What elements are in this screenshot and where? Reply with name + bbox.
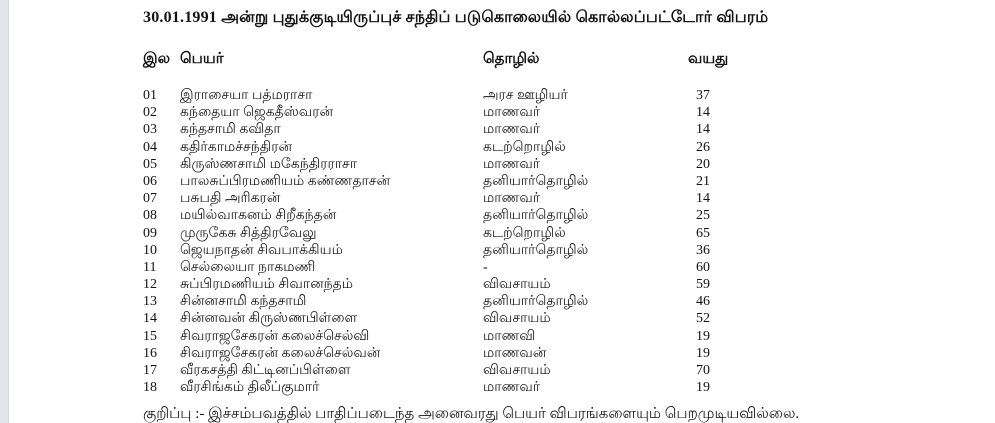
row-occupation: தனியார்தொழில் xyxy=(483,294,589,310)
table-row xyxy=(143,139,763,156)
table-row xyxy=(143,379,763,396)
row-occupation: மாணவர் xyxy=(483,191,541,207)
row-serial-number: 12 xyxy=(143,277,157,293)
row-victim-name: இராசையா பத்மராசா xyxy=(180,88,313,103)
row-occupation: மாணவர் xyxy=(483,105,541,121)
table-body xyxy=(143,87,763,396)
row-serial-number: 15 xyxy=(143,328,157,344)
row-occupation: கடற்றொழில் xyxy=(483,139,566,155)
row-victim-name: முருகேசு சித்திரவேலு xyxy=(180,225,317,241)
row-victim-name: பசுபதி அரிகரன் xyxy=(180,191,281,207)
row-age: 36 xyxy=(696,242,710,258)
row-age: 19 xyxy=(696,380,710,396)
row-age: 19 xyxy=(696,345,710,361)
row-victim-name: சின்னசாமி கந்தசாமி xyxy=(180,294,307,310)
row-occupation: விவசாயம் xyxy=(483,277,551,293)
row-victim-name: ஜெயநாதன் சிவபாக்கியம் xyxy=(180,242,343,258)
row-age: 70 xyxy=(696,363,710,378)
row-victim-name: பாலசுப்பிரமணியம் கண்ணதாசன் xyxy=(180,173,391,189)
row-occupation: தனியார்தொழில் xyxy=(483,173,589,189)
row-serial-number: 17 xyxy=(143,363,157,378)
row-serial-number: 14 xyxy=(143,311,157,327)
row-occupation: விவசாயம் xyxy=(483,311,551,327)
row-victim-name: சின்னவன் கிருஸ்ணபிள்ளை xyxy=(180,311,358,327)
table-row xyxy=(143,156,763,173)
row-occupation: அரச ஊழியர் xyxy=(483,88,568,103)
table-row xyxy=(143,276,763,293)
row-victim-name: செல்லையா நாகமணி xyxy=(180,259,316,275)
table-header-row xyxy=(143,49,763,69)
table-row xyxy=(143,310,763,327)
row-victim-name: கதிர்காமச்சந்திரன் xyxy=(180,139,293,155)
row-age: 19 xyxy=(696,328,710,344)
document-content xyxy=(143,8,800,423)
row-occupation: மாணவர் xyxy=(483,380,541,396)
column-header-occupation: தொழில் xyxy=(483,51,540,67)
row-victim-name: கிருஸ்ணசாமி மகேந்திரராசா xyxy=(180,156,358,172)
row-occupation: தனியார்தொழில் xyxy=(483,242,589,258)
row-victim-name: மயில்வாகனம் சிறீகந்தன் xyxy=(180,208,337,224)
row-occupation: விவசாயம் xyxy=(483,363,551,378)
row-serial-number: 05 xyxy=(143,156,157,172)
table-row xyxy=(143,362,763,379)
row-serial-number: 09 xyxy=(143,225,157,241)
scan-edge-strip xyxy=(0,0,9,423)
row-serial-number: 10 xyxy=(143,242,157,258)
table-row xyxy=(143,293,763,310)
table-row xyxy=(143,121,763,138)
row-serial-number: 06 xyxy=(143,173,157,189)
table-row xyxy=(143,87,763,104)
row-age: 46 xyxy=(696,294,710,310)
row-victim-name: சுப்பிரமணியம் சிவானந்தம் xyxy=(180,277,354,293)
row-age: 59 xyxy=(696,277,710,293)
column-header-no: இல xyxy=(143,51,171,67)
row-age: 60 xyxy=(696,259,710,275)
row-serial-number: 04 xyxy=(143,139,157,155)
table-row xyxy=(143,190,763,207)
row-age: 14 xyxy=(696,191,710,207)
row-age: 65 xyxy=(696,225,710,241)
row-age: 14 xyxy=(696,122,710,138)
table-row xyxy=(143,242,763,259)
row-age: 14 xyxy=(696,105,710,121)
row-age: 26 xyxy=(696,139,710,155)
row-age: 21 xyxy=(696,173,710,189)
row-age: 20 xyxy=(696,156,710,172)
row-victim-name: கந்தசாமி கவிதா xyxy=(180,122,281,138)
column-header-age: வயது xyxy=(688,51,729,67)
row-serial-number: 08 xyxy=(143,208,157,224)
row-victim-name: வீரகசத்தி கிட்டினப்பிள்ளை xyxy=(180,363,351,378)
row-occupation: மாணவர் xyxy=(483,156,541,172)
row-occupation: கடற்றொழில் xyxy=(483,225,566,241)
row-victim-name: சிவராஜசேகரன் கலைச்செல்வன் xyxy=(180,345,381,361)
row-serial-number: 11 xyxy=(143,259,157,275)
footer-note: குறிப்பு :- இச்சம்பவத்தில் பாதிப்படைந்த அனைவரது பெயர் விபரங்களையும் பெறமுடியவில்லை. xyxy=(143,406,800,423)
row-occupation: மாணவன் xyxy=(483,345,547,361)
row-victim-name: சிவராஜசேகரன் கலைச்செல்வி xyxy=(180,328,370,344)
table-row xyxy=(143,104,763,121)
table-row xyxy=(143,259,763,276)
column-header-name: பெயர் xyxy=(180,51,224,67)
table-row xyxy=(143,173,763,190)
row-victim-name: வீரசிங்கம் திலீப்குமார் xyxy=(180,380,320,396)
row-age: 52 xyxy=(696,311,710,327)
row-victim-name: கந்தையா ஜெகதீஸ்வரன் xyxy=(180,105,334,121)
table-row xyxy=(143,328,763,345)
table-row xyxy=(143,345,763,362)
row-serial-number: 07 xyxy=(143,191,157,207)
row-occupation: - xyxy=(483,259,488,275)
table-row xyxy=(143,207,763,224)
row-serial-number: 02 xyxy=(143,105,157,121)
row-occupation: மாணவர் xyxy=(483,122,541,138)
row-serial-number: 03 xyxy=(143,122,157,138)
row-serial-number: 18 xyxy=(143,380,157,396)
row-serial-number: 13 xyxy=(143,294,157,310)
row-occupation: மாணவி xyxy=(483,328,536,344)
row-occupation: தனியார்தொழில் xyxy=(483,208,589,224)
table-row xyxy=(143,225,763,242)
row-serial-number: 01 xyxy=(143,88,157,103)
row-age: 25 xyxy=(696,208,710,224)
document-title: 30.01.1991 அன்று புதுக்குடியிருப்புச் சந்திப் படுகொலையில் கொல்லப்பட்டோர் விபரம் xyxy=(143,9,769,26)
row-serial-number: 16 xyxy=(143,345,157,361)
row-age: 37 xyxy=(696,88,710,103)
